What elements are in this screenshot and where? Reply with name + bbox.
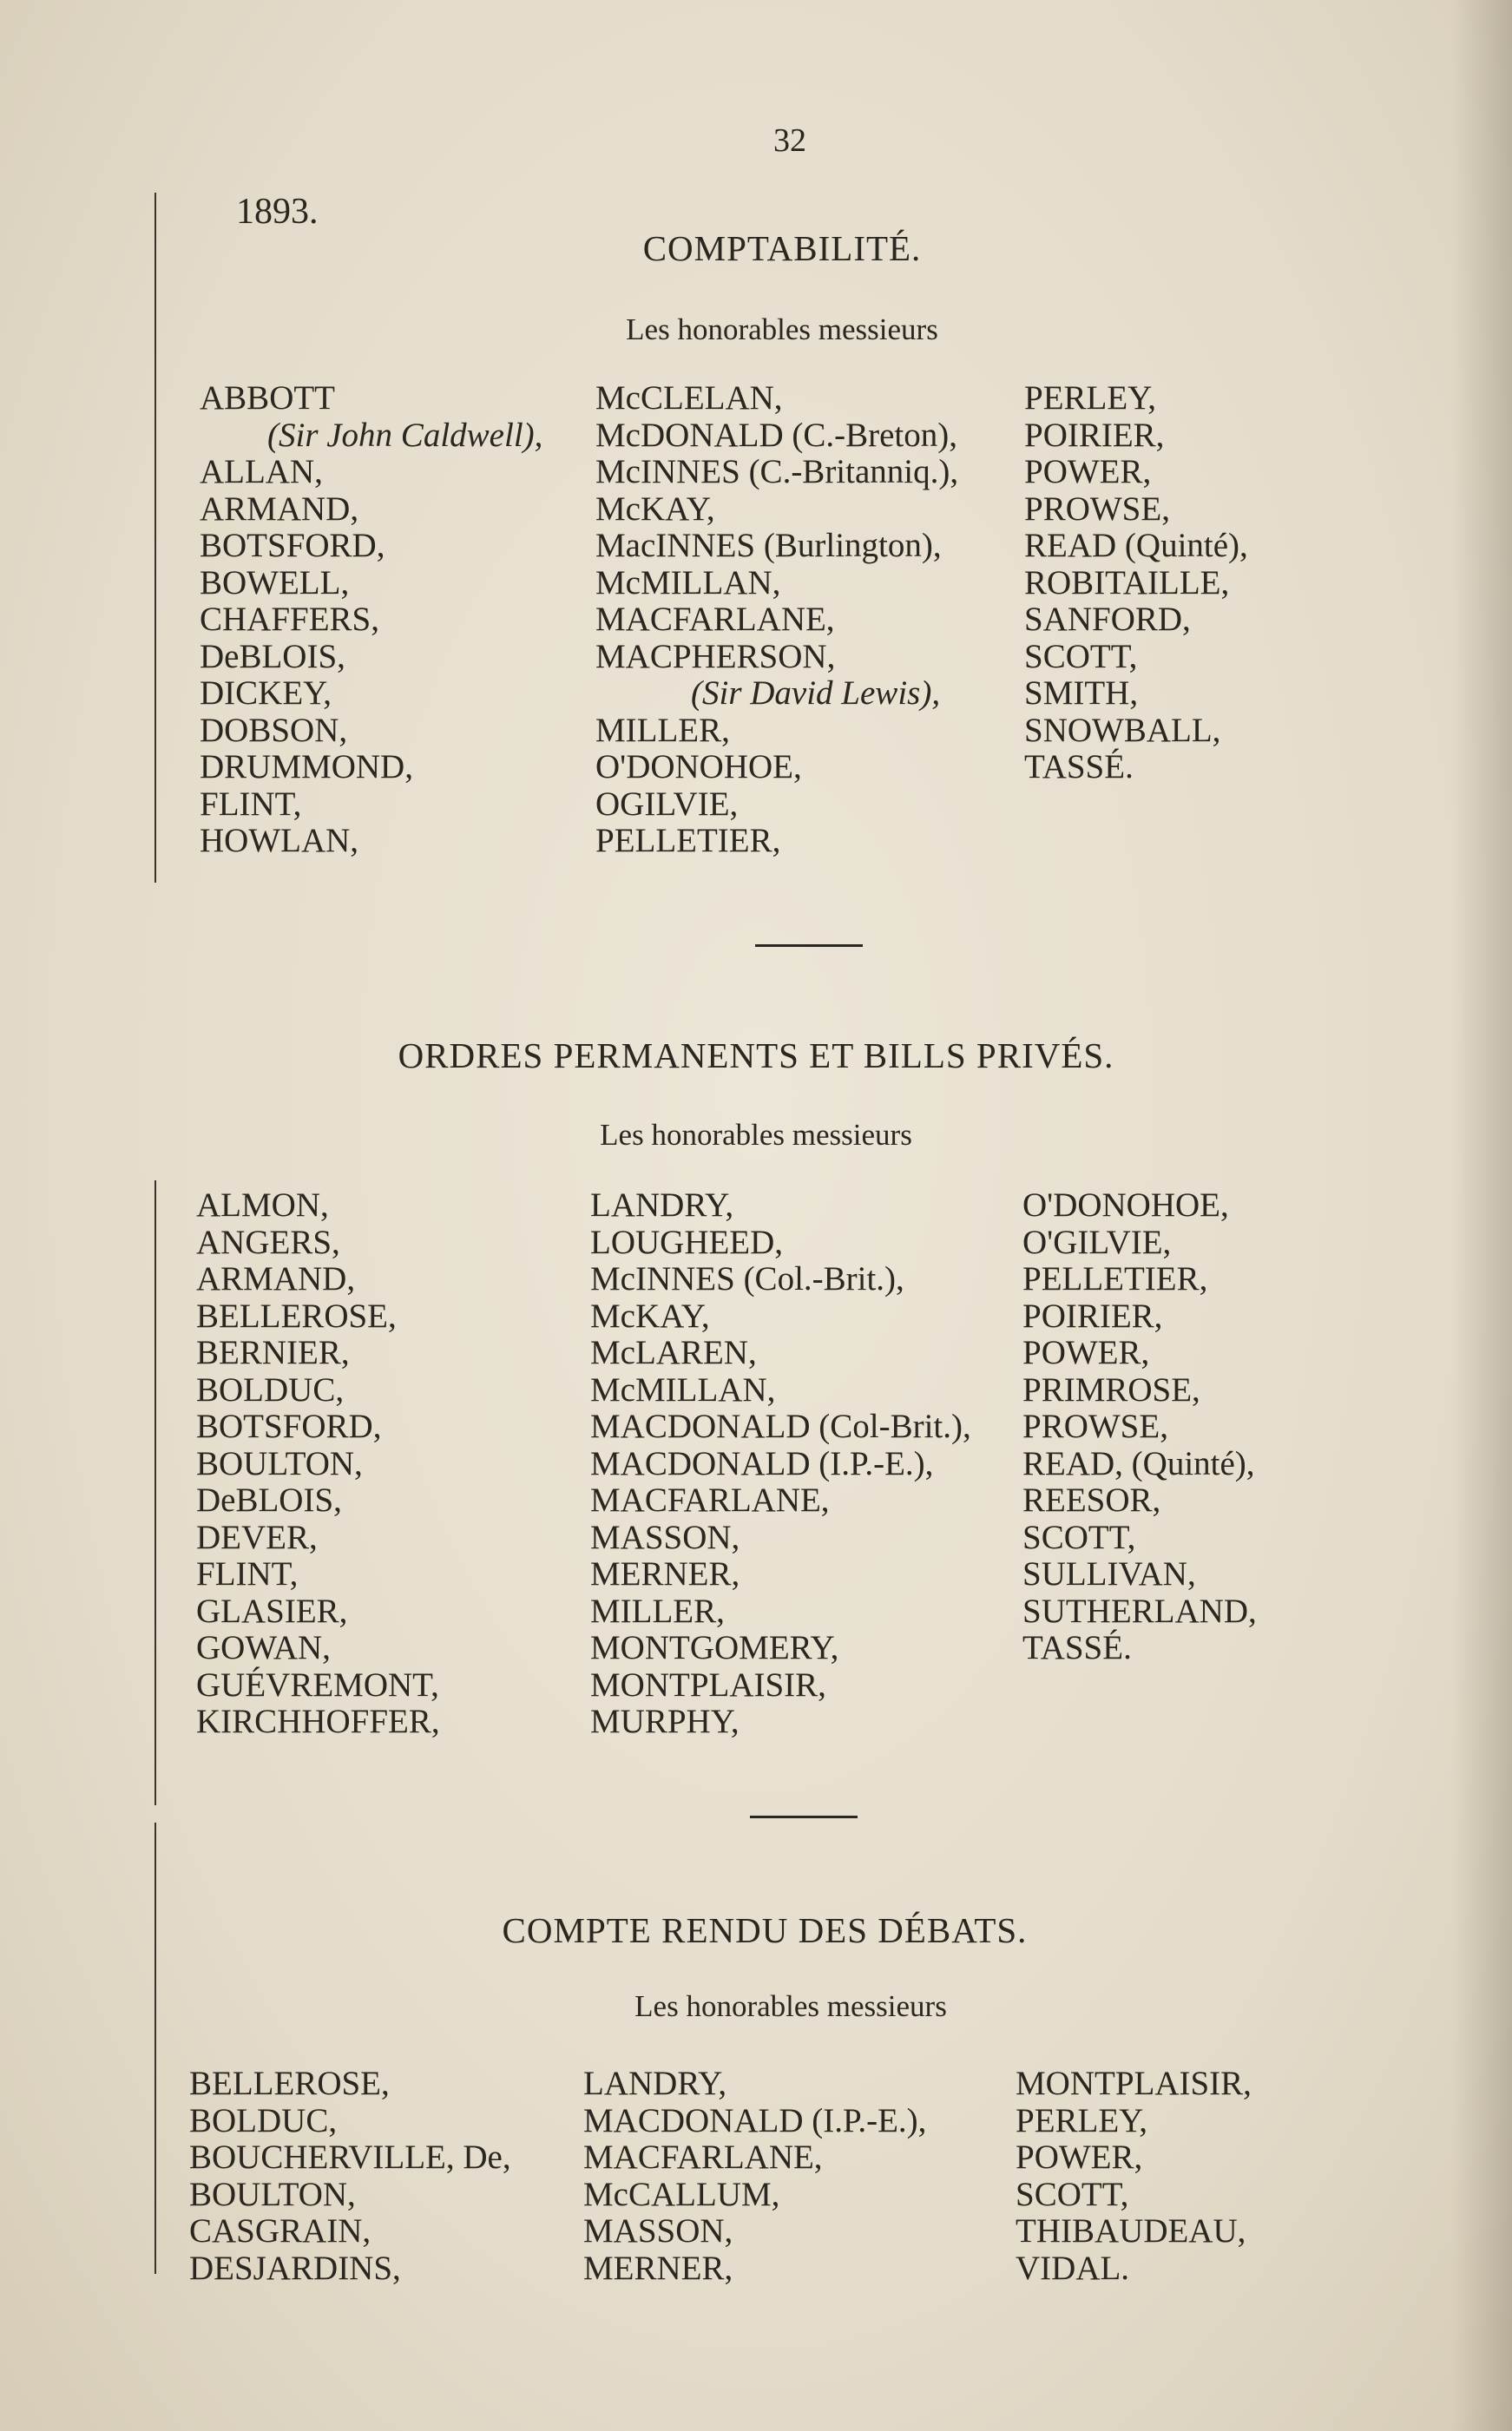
member-name: MILLER, <box>590 1592 725 1630</box>
member-name: MASSON, <box>583 2212 733 2250</box>
member-name: THIBAUDEAU, <box>1016 2212 1246 2250</box>
member-name: FLINT, <box>200 785 302 823</box>
member-name: PROWSE, <box>1022 1408 1168 1445</box>
member-name: MASSON, <box>590 1518 740 1556</box>
member-name: BOUCHERVILLE, De, <box>189 2139 511 2176</box>
member-name: PELLETIER, <box>595 822 781 859</box>
member-name: McKAY, <box>590 1297 710 1335</box>
member-name: TASSÉ. <box>1024 748 1134 785</box>
member-name: MACPHERSON, <box>595 637 836 675</box>
member-name: ARMAND, <box>196 1260 356 1298</box>
member-name: BELLEROSE, <box>189 2065 390 2102</box>
member-name: MACDONALD (Col-Brit.), <box>590 1408 971 1445</box>
member-name: CASGRAIN, <box>189 2212 371 2250</box>
member-name: SCOTT, <box>1022 1518 1136 1556</box>
member-name: BOLDUC, <box>196 1370 345 1409</box>
member-name: HOWLAN, <box>200 822 359 859</box>
name-column <box>1024 380 1248 786</box>
member-name: O'DONOHOE, <box>595 748 802 785</box>
margin-rule <box>154 1823 156 2274</box>
member-name: O'DONOHOE, <box>1022 1186 1229 1224</box>
member-name: READ, (Quinté), <box>1022 1444 1255 1482</box>
member-name: McINNES (Col.-Brit.), <box>590 1260 904 1298</box>
member-name: BOWELL, <box>200 563 350 601</box>
member-name: SCOTT, <box>1024 637 1138 675</box>
member-name: McINNES (C.-Britanniq.), <box>595 453 959 490</box>
member-name: PERLEY, <box>1024 379 1157 417</box>
member-name: MACFARLANE, <box>590 1482 830 1519</box>
member-name: DESJARDINS, <box>189 2249 401 2287</box>
member-name: BELLEROSE, <box>196 1297 397 1335</box>
member-name: DICKEY, <box>200 674 332 712</box>
member-name: MACDONALD (I.P.-E.), <box>583 2101 927 2139</box>
member-name: ABBOTT <box>200 379 335 417</box>
member-name: POIRIER, <box>1022 1297 1163 1335</box>
member-name: KIRCHHOFFER, <box>196 1703 440 1740</box>
member-name: (Sir David Lewis), <box>691 674 941 712</box>
member-name: LOUGHEED, <box>590 1223 784 1261</box>
section-subtitle: Les honorables messieurs <box>600 1118 912 1152</box>
member-name: POWER, <box>1024 453 1152 490</box>
member-name: POWER, <box>1022 1334 1150 1371</box>
member-name: O'GILVIE, <box>1022 1223 1172 1261</box>
page-edge-shadow <box>1451 0 1512 2431</box>
name-column <box>200 380 542 860</box>
member-name: LANDRY, <box>583 2065 727 2102</box>
member-name: OGILVIE, <box>595 785 739 823</box>
member-name: MACDONALD (I.P.-E.), <box>590 1444 934 1482</box>
member-name: BOLDUC, <box>189 2101 338 2139</box>
member-name: BOTSFORD, <box>196 1408 382 1445</box>
member-name: DOBSON, <box>200 711 348 749</box>
name-column <box>1022 1187 1257 1667</box>
member-name: PRIMROSE, <box>1022 1370 1200 1409</box>
name-column <box>595 380 958 860</box>
member-name: McMILLAN, <box>595 563 781 601</box>
member-name: MACFARLANE, <box>583 2139 823 2176</box>
member-name: DEVER, <box>196 1518 318 1556</box>
member-name: POIRIER, <box>1024 416 1165 454</box>
margin-rule <box>154 1180 156 1805</box>
member-name: MONTPLAISIR, <box>1016 2065 1252 2102</box>
section-title: ORDRES PERMANENTS ET BILLS PRIVÉS. <box>398 1035 1114 1075</box>
member-name: MACFARLANE, <box>595 601 835 638</box>
member-name: SULLIVAN, <box>1022 1555 1196 1593</box>
member-name: LANDRY, <box>590 1186 734 1224</box>
section-title: COMPTABILITÉ. <box>642 228 922 268</box>
member-name: BOTSFORD, <box>200 527 385 564</box>
member-name: McLAREN, <box>590 1334 757 1371</box>
member-name: ALMON, <box>196 1186 329 1224</box>
member-name: REESOR, <box>1022 1482 1161 1519</box>
member-name: MacINNES (Burlington), <box>595 527 942 564</box>
member-name: GUÉVREMONT, <box>196 1666 439 1704</box>
member-name: ROBITAILLE, <box>1024 563 1230 601</box>
member-name: MILLER, <box>595 711 730 749</box>
member-name: MURPHY, <box>590 1703 740 1740</box>
member-name: BOULTON, <box>189 2175 356 2213</box>
member-name: MONTGOMERY, <box>590 1629 839 1666</box>
member-name: McMILLAN, <box>590 1370 776 1409</box>
member-name: ARMAND, <box>200 489 359 528</box>
member-name: SANFORD, <box>1024 601 1191 638</box>
member-name: MERNER, <box>583 2249 733 2287</box>
member-name: SNOWBALL, <box>1024 711 1221 749</box>
section-title: COMPTE RENDU DES DÉBATS. <box>502 1910 1028 1950</box>
member-name: McCLELAN, <box>595 379 783 417</box>
section-subtitle: Les honorables messieurs <box>626 312 938 346</box>
member-name: PERLEY, <box>1016 2101 1148 2139</box>
year-label: 1893. <box>236 192 319 232</box>
page-number: 32 <box>773 122 806 159</box>
member-name: DeBLOIS, <box>200 637 345 675</box>
name-column <box>583 2066 926 2287</box>
member-name: CHAFFERS, <box>200 601 379 638</box>
member-name: SCOTT, <box>1016 2175 1129 2213</box>
name-column <box>590 1187 971 1741</box>
margin-rule <box>154 193 156 883</box>
name-column <box>189 2066 511 2287</box>
member-name: POWER, <box>1016 2139 1143 2176</box>
member-name: SMITH, <box>1024 674 1139 712</box>
member-name: GOWAN, <box>196 1629 331 1666</box>
section-divider <box>750 1816 858 1818</box>
member-name: MERNER, <box>590 1555 740 1593</box>
member-name: READ (Quinté), <box>1024 527 1248 564</box>
member-name: FLINT, <box>196 1555 299 1593</box>
section-divider <box>755 944 863 947</box>
member-name: ANGERS, <box>196 1223 340 1261</box>
member-name: TASSÉ. <box>1022 1629 1132 1666</box>
member-name: PROWSE, <box>1024 489 1170 528</box>
member-name: McKAY, <box>595 489 715 528</box>
member-name: DeBLOIS, <box>196 1482 342 1519</box>
member-name: MONTPLAISIR, <box>590 1666 826 1704</box>
member-name: PELLETIER, <box>1022 1260 1208 1298</box>
section-subtitle: Les honorables messieurs <box>634 1989 947 2023</box>
member-name: ALLAN, <box>200 453 323 490</box>
member-name: DRUMMOND, <box>200 748 413 785</box>
member-name: BERNIER, <box>196 1334 350 1371</box>
name-column <box>1016 2066 1252 2287</box>
member-name: McCALLUM, <box>583 2175 780 2213</box>
name-column <box>196 1187 440 1741</box>
member-name: BOULTON, <box>196 1444 363 1482</box>
member-name: (Sir John Caldwell), <box>267 416 543 454</box>
member-name: McDONALD (C.-Breton), <box>595 416 958 454</box>
member-name: VIDAL. <box>1016 2249 1130 2287</box>
member-name: SUTHERLAND, <box>1022 1592 1257 1630</box>
member-name: GLASIER, <box>196 1592 348 1630</box>
